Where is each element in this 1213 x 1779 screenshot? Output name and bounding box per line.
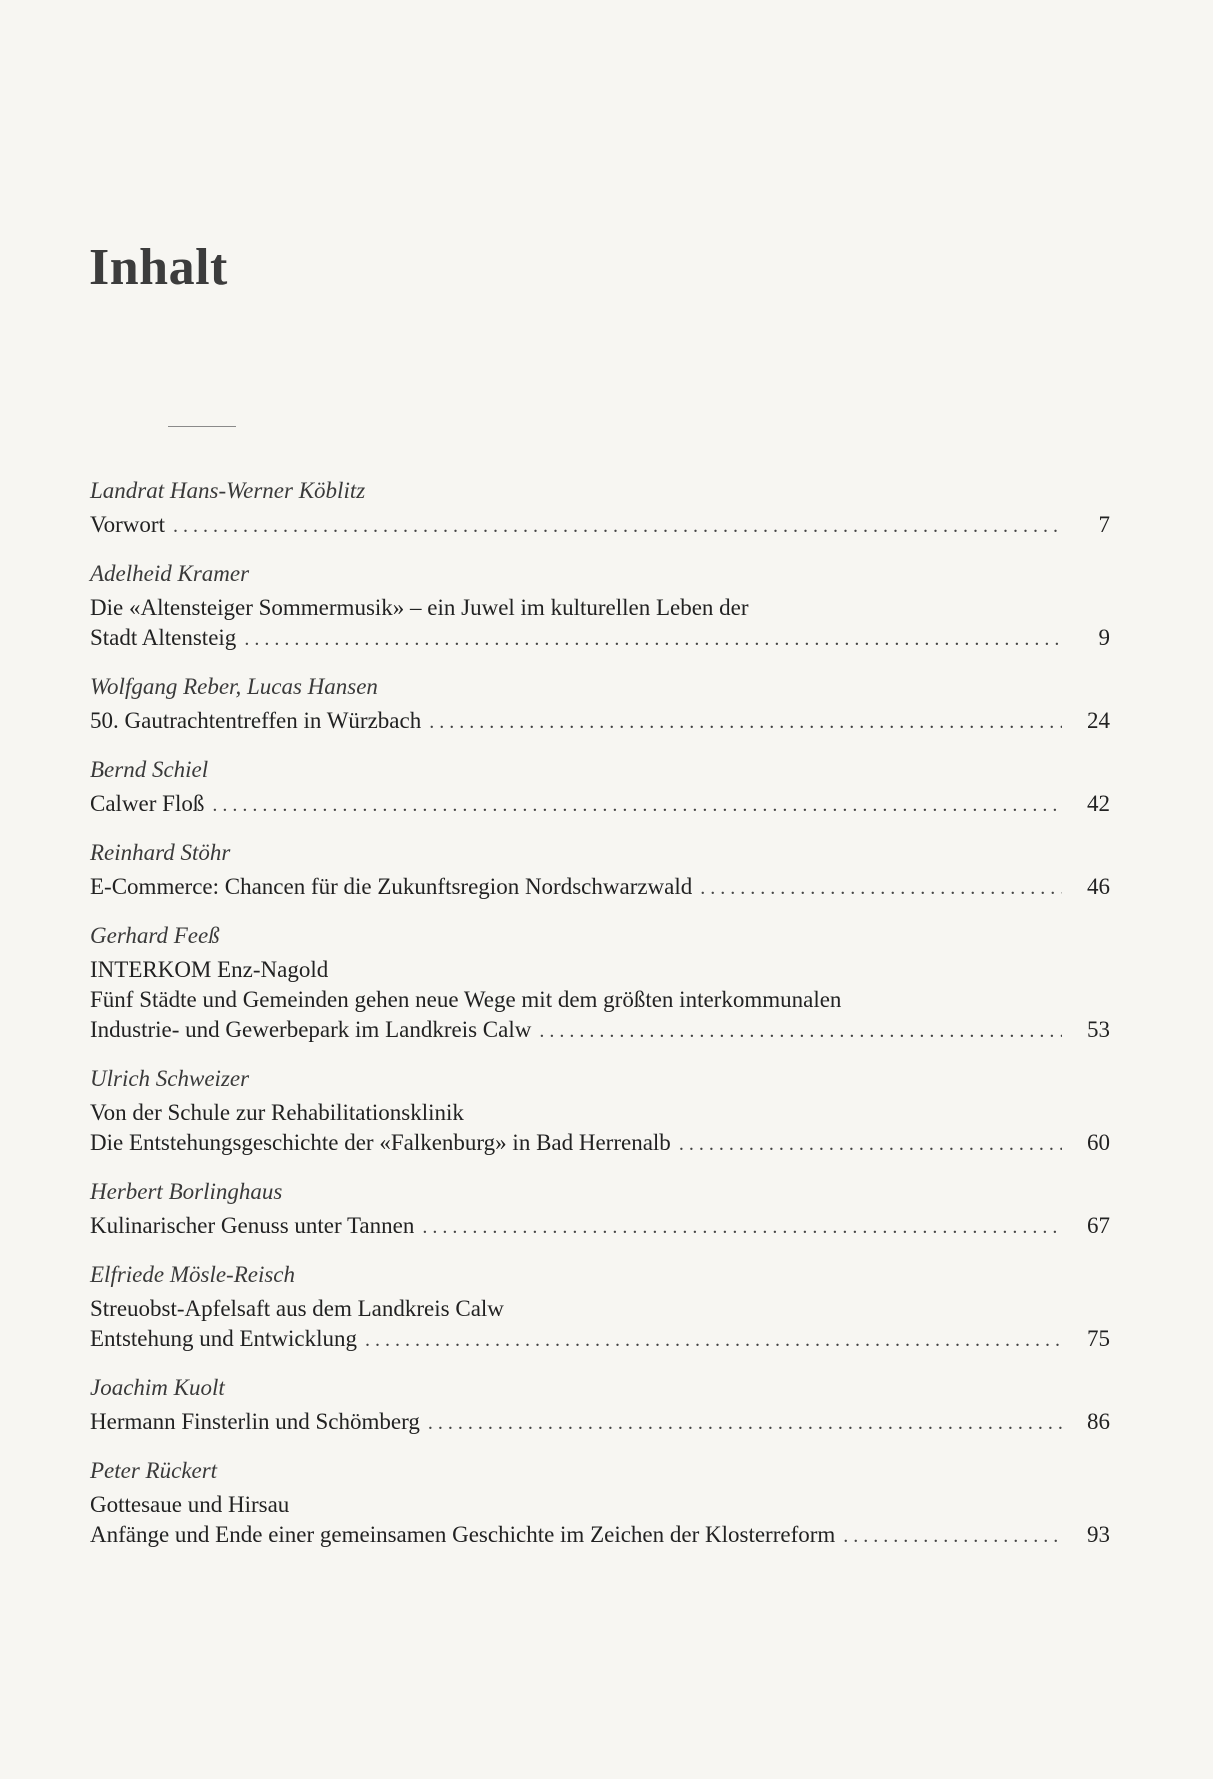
entry-title: 50. Gautrachtentreffen in Würzbach bbox=[90, 708, 422, 733]
leader-dots bbox=[539, 1015, 1062, 1046]
entry-title-line: Gottesaue und Hirsau bbox=[90, 1492, 290, 1517]
entry-title: Industrie- und Gewerbepark im Landkreis Calw bbox=[90, 1017, 532, 1042]
toc-entry[interactable] bbox=[90, 1260, 1110, 1355]
entry-author: Ulrich Schweizer bbox=[90, 1066, 250, 1091]
toc-entry[interactable] bbox=[90, 755, 1110, 820]
leader-dots bbox=[679, 1128, 1062, 1159]
entry-title-line bbox=[90, 1211, 1110, 1242]
toc-entry[interactable] bbox=[90, 1064, 1110, 1159]
toc-entry[interactable] bbox=[90, 672, 1110, 737]
entry-page-number: 86 bbox=[1087, 1409, 1110, 1434]
entry-title-line: INTERKOM Enz-Nagold bbox=[90, 957, 329, 982]
entry-author: Peter Rückert bbox=[90, 1458, 218, 1483]
entry-title-line bbox=[90, 1407, 1110, 1438]
page-title: Inhalt bbox=[89, 239, 228, 296]
entry-title-line bbox=[90, 789, 1110, 820]
entry-page-number: 46 bbox=[1087, 874, 1110, 899]
entry-page-number: 75 bbox=[1087, 1326, 1110, 1351]
table-of-contents bbox=[90, 476, 1110, 1569]
toc-entry[interactable] bbox=[90, 1456, 1110, 1551]
entry-title: Vorwort bbox=[90, 512, 165, 537]
leader-dots bbox=[843, 1520, 1062, 1551]
leader-dots bbox=[212, 789, 1062, 820]
leader-dots bbox=[428, 1407, 1062, 1438]
entry-author: Joachim Kuolt bbox=[90, 1375, 225, 1400]
toc-entry[interactable] bbox=[90, 1177, 1110, 1242]
leader-dots bbox=[700, 872, 1062, 903]
entry-title-line: Die «Altensteiger Sommermusik» – ein Juwel im kulturellen Leben der bbox=[90, 595, 749, 620]
leader-dots bbox=[365, 1324, 1062, 1355]
entry-author: Elfriede Mösle-Reisch bbox=[90, 1262, 296, 1287]
entry-page-number: 53 bbox=[1087, 1017, 1110, 1042]
entry-page-number: 93 bbox=[1087, 1522, 1110, 1547]
entry-title-line bbox=[90, 1128, 1110, 1159]
entry-title: Anfänge und Ende einer gemeinsamen Geschichte im Zeichen der Klosterreform bbox=[90, 1522, 836, 1547]
entry-title-line bbox=[90, 872, 1110, 903]
entry-author: Adelheid Kramer bbox=[90, 561, 250, 586]
toc-entry[interactable] bbox=[90, 921, 1110, 1046]
entry-title-line: Streuobst-Apfelsaft aus dem Landkreis Calw bbox=[90, 1296, 504, 1321]
entry-page-number: 9 bbox=[1098, 625, 1110, 650]
entry-page-number: 67 bbox=[1087, 1213, 1110, 1238]
entry-title-line bbox=[90, 1324, 1110, 1355]
entry-title: Entstehung und Entwicklung bbox=[90, 1326, 358, 1351]
entry-title: E-Commerce: Chancen für die Zukunftsregion Nordschwarzwald bbox=[90, 874, 693, 899]
entry-title: Hermann Finsterlin und Schömberg bbox=[90, 1409, 420, 1434]
entry-title: Die Entstehungsgeschichte der «Falkenburg» in Bad Herrenalb bbox=[90, 1130, 671, 1155]
leader-dots bbox=[244, 623, 1062, 654]
entry-title: Stadt Altensteig bbox=[90, 625, 237, 650]
entry-page-number: 60 bbox=[1087, 1130, 1110, 1155]
entry-page-number: 7 bbox=[1098, 512, 1110, 537]
entry-author: Wolfgang Reber, Lucas Hansen bbox=[90, 674, 378, 699]
entry-title-line bbox=[90, 706, 1110, 737]
entry-title: Kulinarischer Genuss unter Tannen bbox=[90, 1213, 415, 1238]
entry-title: Calwer Floß bbox=[90, 791, 205, 816]
toc-entry[interactable] bbox=[90, 476, 1110, 541]
toc-entry[interactable] bbox=[90, 1373, 1110, 1438]
entry-author: Gerhard Feeß bbox=[90, 923, 220, 948]
entry-title-line bbox=[90, 510, 1110, 541]
leader-dots bbox=[422, 1211, 1062, 1242]
entry-title-line bbox=[90, 623, 1110, 654]
leader-dots bbox=[429, 706, 1062, 737]
title-divider bbox=[168, 426, 236, 427]
toc-entry[interactable] bbox=[90, 838, 1110, 903]
entry-author: Bernd Schiel bbox=[90, 757, 209, 782]
entry-title-line bbox=[90, 1015, 1110, 1046]
entry-page-number: 24 bbox=[1087, 708, 1110, 733]
entry-title-line: Von der Schule zur Rehabilitationsklinik bbox=[90, 1100, 464, 1125]
entry-author: Reinhard Stöhr bbox=[90, 840, 231, 865]
entry-title-line bbox=[90, 1520, 1110, 1551]
entry-title-line: Fünf Städte und Gemeinden gehen neue Wege mit dem größten interkommunalen bbox=[90, 987, 842, 1012]
entry-page-number: 42 bbox=[1087, 791, 1110, 816]
entry-author: Landrat Hans-Werner Köblitz bbox=[90, 478, 366, 503]
leader-dots bbox=[173, 510, 1062, 541]
entry-author: Herbert Borlinghaus bbox=[90, 1179, 283, 1204]
toc-entry[interactable] bbox=[90, 559, 1110, 654]
